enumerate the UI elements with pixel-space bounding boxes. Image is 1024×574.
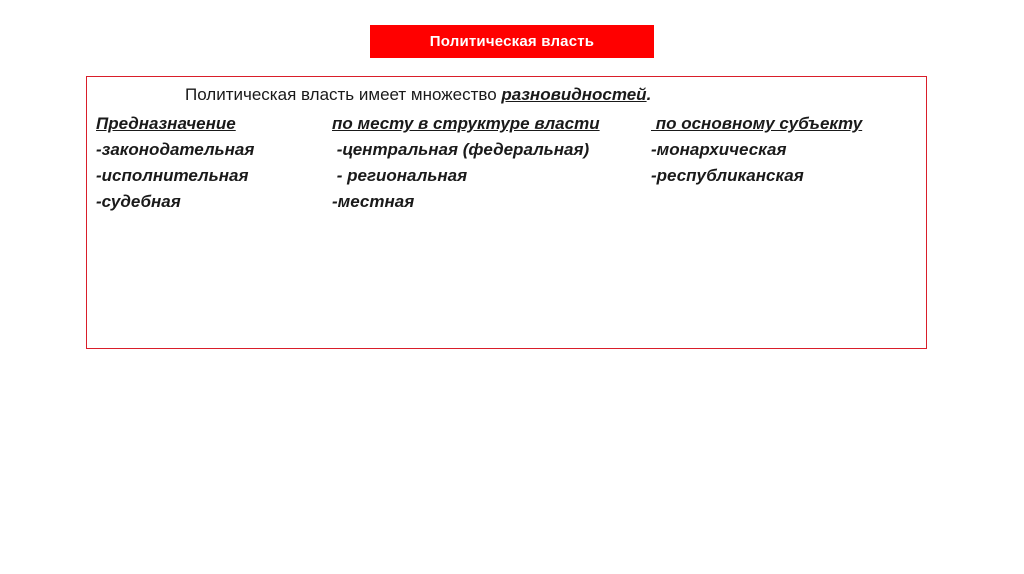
column-subject xyxy=(651,111,862,189)
list-item: -центральная (федеральная) xyxy=(332,140,590,159)
column-header: по основному субъекту xyxy=(651,114,863,133)
intro-emphasis: разновидностей xyxy=(501,85,647,104)
intro-text: Политическая власть имеет множество xyxy=(185,85,502,104)
list-item: -местная xyxy=(332,192,415,211)
intro-end: . xyxy=(646,85,652,104)
slide-title: Политическая власть xyxy=(429,33,595,50)
column-purpose xyxy=(96,111,254,215)
title-banner xyxy=(370,25,654,58)
column-header: по месту в структуре власти xyxy=(332,114,600,133)
list-item: - региональная xyxy=(332,166,468,185)
list-item: -исполнительная xyxy=(96,166,249,185)
list-item: -республиканская xyxy=(651,166,804,185)
list-item: -судебная xyxy=(96,192,181,211)
list-item: -законодательная xyxy=(96,140,255,159)
content-box xyxy=(86,76,927,349)
column-structure xyxy=(332,111,600,215)
list-item: -монархическая xyxy=(651,140,787,159)
intro-line xyxy=(185,85,651,105)
column-header: Предназначение xyxy=(96,114,236,133)
